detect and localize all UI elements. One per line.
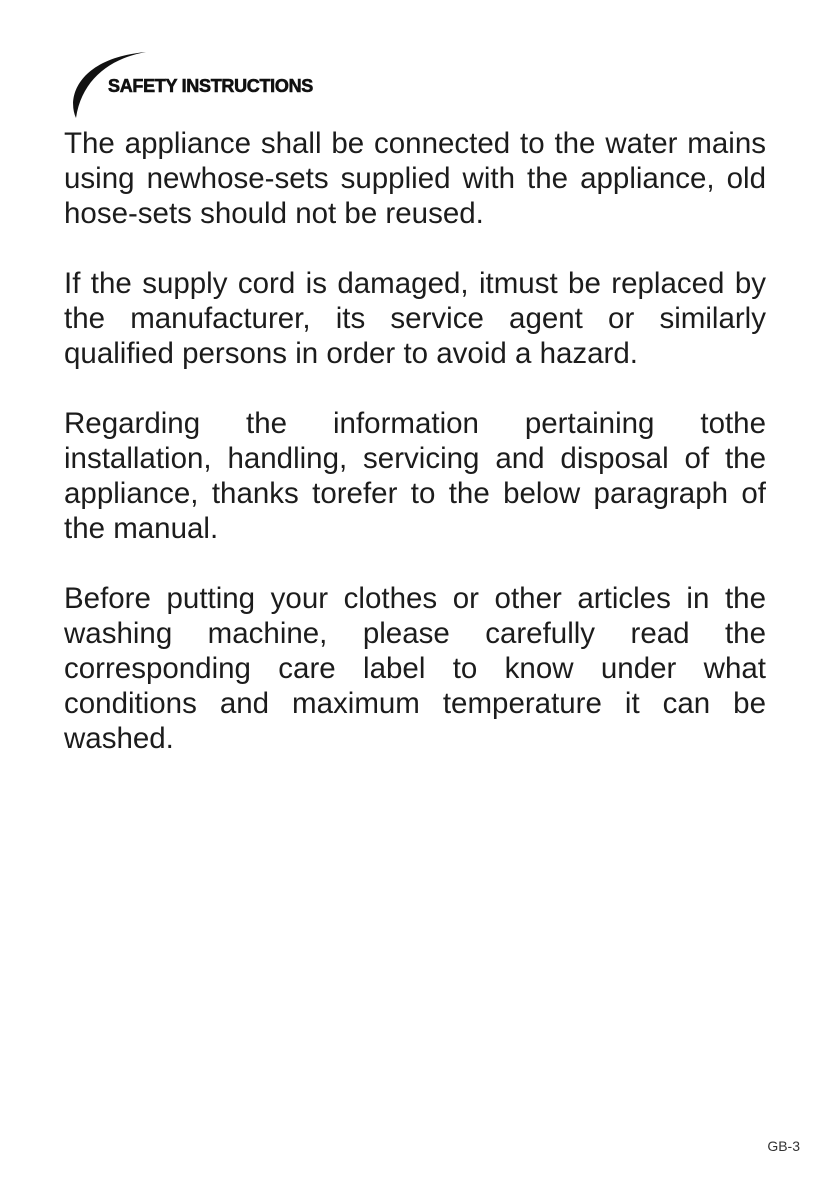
section-title: SAFETY INSTRUCTIONS [108,76,313,96]
section-header [62,48,482,120]
paragraph-hose-sets: The appliance shall be connected to the water mains using newhose-sets supplied with the appliance, old hose-sets should not be reused. [64,127,766,230]
paragraph-installation-info: Regarding the information pertaining tothe installation, handling, servicing and disposal of the appliance, thanks torefer to the below paragraph of the manual. [64,407,766,545]
paragraph-care-label: Before putting your clothes or other articles in the washing machine, please carefully read the corresponding care label to know under what conditions and maximum temperature it can be washed. [64,582,766,755]
document-body [64,126,766,791]
page-number: GB-3 [767,1138,800,1154]
paragraph-supply-cord: If the supply cord is damaged, itmust be replaced by the manufacturer, its service agent or similarly qualified persons in order to avoid a hazard. [64,267,766,370]
